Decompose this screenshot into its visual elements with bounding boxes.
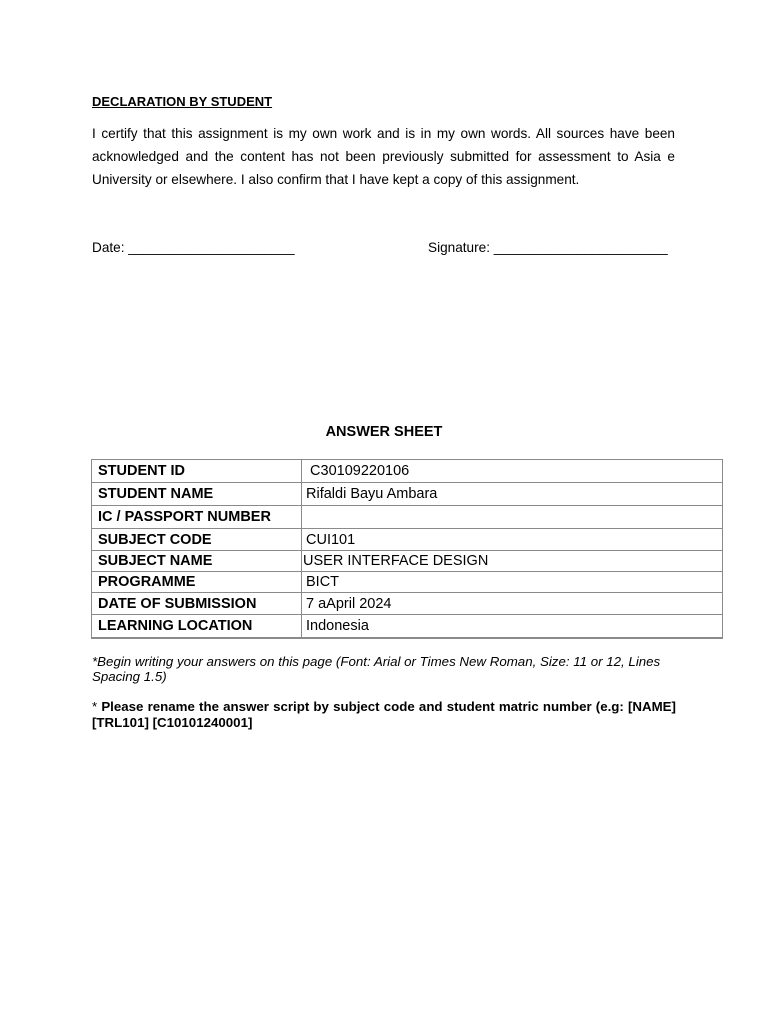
row-label-ic-passport: IC / PASSPORT NUMBER <box>92 506 302 529</box>
row-value-student-name: Rifaldi Bayu Ambara <box>302 483 723 506</box>
date-label: Date: <box>92 240 125 255</box>
table-row <box>92 615 723 638</box>
signature-label: Signature: <box>428 240 490 255</box>
row-label-date-of-submission: DATE OF SUBMISSION <box>92 593 302 615</box>
table-row <box>92 529 723 551</box>
row-label-student-name: STUDENT NAME <box>92 483 302 506</box>
row-label-student-id: STUDENT ID <box>92 460 302 483</box>
declaration-text: I certify that this assignment is my own work and is in my own words. All sources have been acknowledged and the content has not been previously submitted for assessment to Asia e University or elsewhere. I also confirm that I have kept a copy of this assignment. <box>92 126 675 187</box>
rename-note-asterisk: * <box>92 699 102 714</box>
row-value-subject-name: USER INTERFACE DESIGN <box>302 551 723 572</box>
table-row <box>92 551 723 572</box>
row-value-subject-code: CUI101 <box>302 529 723 551</box>
rename-note-text: Please rename the answer script by subject code and student matric number (e.g: [NAME] [TRL101] [C10101240001] <box>92 699 676 730</box>
row-label-learning-location: LEARNING LOCATION <box>92 615 302 638</box>
row-value-learning-location: Indonesia <box>302 615 723 638</box>
row-label-programme: PROGRAMME <box>92 572 302 593</box>
table-row <box>92 572 723 593</box>
row-value-student-id: C30109220106 <box>302 460 723 483</box>
font-instruction-note: *Begin writing your answers on this page (Font: Arial or Times New Roman, Size: 11 or 12, Lines Spacing 1.5) <box>92 654 661 684</box>
row-value-date-of-submission: 7 aApril 2024 <box>302 593 723 615</box>
table-row <box>92 460 723 483</box>
rename-instruction-note <box>92 699 676 731</box>
row-label-subject-name: SUBJECT NAME <box>92 551 302 572</box>
table-row <box>92 483 723 506</box>
date-field <box>92 240 295 255</box>
table-row <box>92 506 723 529</box>
date-blank-line: ______________________ <box>128 240 295 255</box>
answer-sheet-title: ANSWER SHEET <box>325 424 443 440</box>
row-value-programme: BICT <box>302 572 723 593</box>
signature-blank-line: _______________________ <box>493 240 668 255</box>
declaration-heading: DECLARATION BY STUDENT <box>92 94 273 109</box>
row-label-subject-code: SUBJECT CODE <box>92 529 302 551</box>
row-value-ic-passport <box>302 506 723 529</box>
answer-sheet-table <box>91 459 723 639</box>
signature-field <box>428 240 668 255</box>
table-row <box>92 593 723 615</box>
